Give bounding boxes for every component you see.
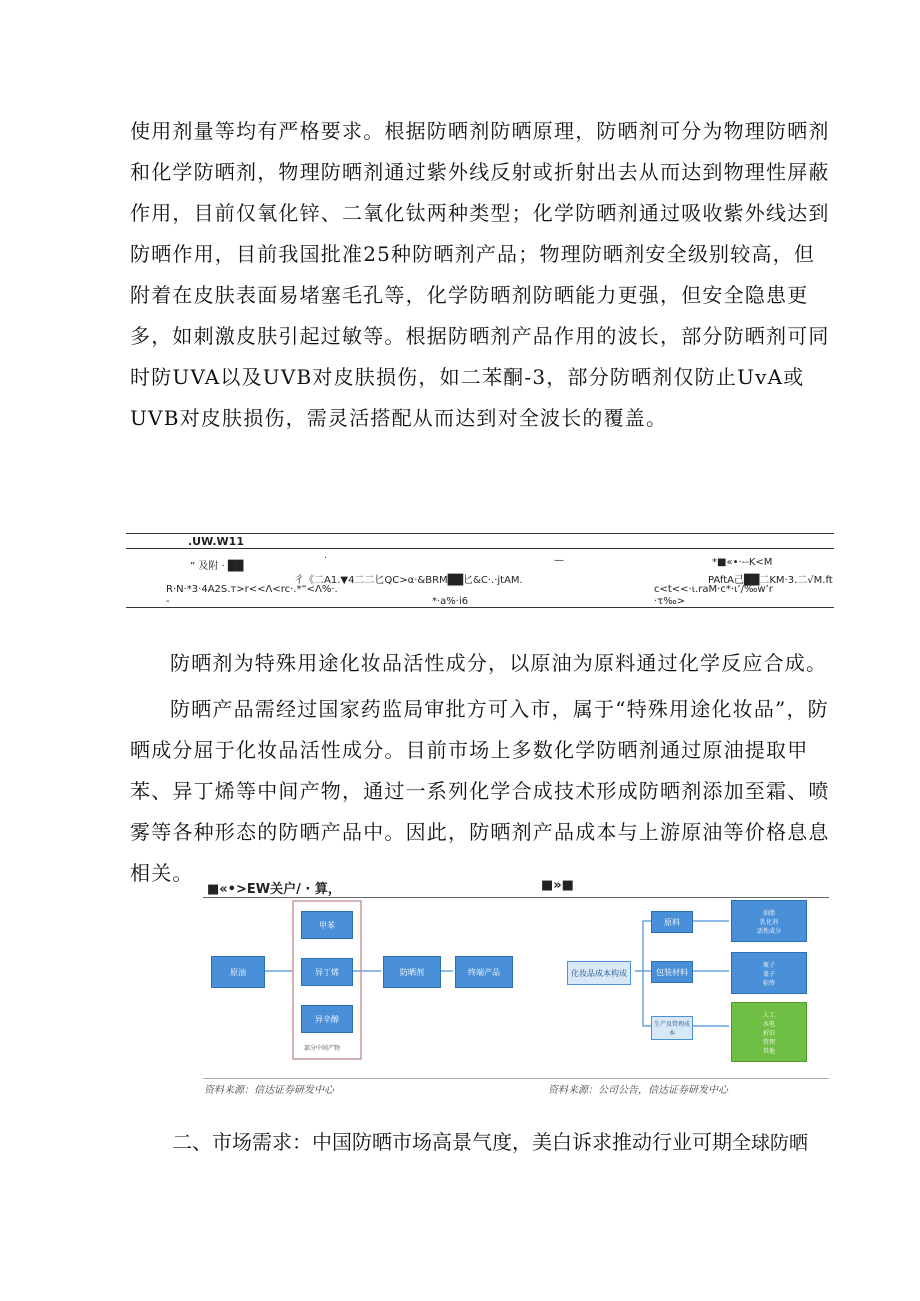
flow-box-end-product: 终端产品 xyxy=(455,956,513,988)
cost-detail-item: 活性成分 xyxy=(756,927,781,935)
section-heading-tail: 全球防晒 xyxy=(732,1132,809,1154)
table-cell: · xyxy=(324,553,328,564)
cost-detail-item: 折旧 xyxy=(762,1029,775,1037)
section-heading-main: 二、市场需求：中国防晒市场高景气度，美白诉求推动行业可期 xyxy=(172,1130,732,1154)
figure-left-source: 资料来源：信达证券研发中心 xyxy=(204,1085,334,1096)
data-table xyxy=(126,533,834,607)
cost-detail-box-2 xyxy=(731,952,807,994)
cost-detail-item: 人工 xyxy=(762,1011,775,1019)
table-cell: ” 及附 · ██ xyxy=(190,561,244,572)
figure-right-caption: ■»■ xyxy=(541,878,574,893)
cost-detail-box-3 xyxy=(731,1002,807,1062)
cost-detail-item: 瓶子 xyxy=(762,961,775,969)
cost-center-box: 化妆品成本构成 xyxy=(567,961,631,985)
table-title: .UW.W11 xyxy=(188,535,244,548)
table-top-rule xyxy=(126,533,834,534)
body-paragraph-1: 使用剂量等均有严格要求。根据防晒剂防晒原理，防晒剂可分为物理防晒剂和化学防晒剂，物理防晒剂通过紫外线反射或折射出去从而达到物理性屏蔽作用，目前仅氧化锌、二氧化钛两种类型；化学防晒剂通过吸收紫外线达到防晒作用，目前我国批准25种防晒剂产品；物理防晒剂安全级别较高，但附着在皮肤表面易堵塞毛孔等，化学防晒剂防晒能力更强，但安全隐患更多，如刺激皮肤引起过敏等。根据防晒剂产品作用的波长，部分防晒剂可同时防UVA以及UVB对皮肤损伤，如二苯酮-3，部分防晒剂仅防止UvA或UVB对皮肤损伤，需灵活搭配从而达到对全波长的覆盖。 xyxy=(130,119,830,430)
flow-box-isooctanol: 异辛醇 xyxy=(301,1005,353,1033)
cost-box-raw-materials: 原料 xyxy=(651,911,693,933)
figure-right-source: 资料来源：公司公告，信达证券研发中心 xyxy=(548,1085,728,1096)
cost-box-production: 生产及管理成本 xyxy=(651,1016,693,1040)
table-cell: 彳《二A1.▼4二二匕QC>α·&BRM██匕&C·.·jtAM. xyxy=(294,575,523,586)
flow-box-sunscreen-agent: 防晒剂 xyxy=(383,956,441,988)
intermediate-group-label: 部分中间产物 xyxy=(304,1045,341,1052)
table-cell: c<t<<·ι.raM·c*·ι’/‰w’r xyxy=(654,584,773,595)
flow-box-crude-oil: 原油 xyxy=(211,956,265,988)
flow-box-toluene: 甲苯 xyxy=(301,911,353,939)
flow-box-isobutylene: 异丁烯 xyxy=(301,958,353,986)
body-paragraph-2: 防晒剂为特殊用途化妆品活性成分，以原油为原料通过化学反应合成。 xyxy=(170,651,828,675)
table-header-rule xyxy=(126,548,834,549)
table-cell: ·τ‰> xyxy=(654,596,685,607)
cost-detail-box-1 xyxy=(731,900,807,942)
table-cell: *·a%·i6 xyxy=(432,596,469,607)
cost-detail-item: 油脂 xyxy=(762,909,775,917)
cost-detail-item: 盖子 xyxy=(762,970,775,978)
table-cell: - xyxy=(166,596,170,607)
figure-left-caption: ■«•>EW关户/ · 算， xyxy=(207,882,341,897)
cost-detail-item: 标签 xyxy=(762,979,775,987)
table-bottom-rule xyxy=(126,607,834,608)
table-cell: R·N·*3·4A2S.т>r<<Λ<rc·.*“<Λ%·. xyxy=(166,584,338,595)
cost-detail-item: 水电 xyxy=(762,1020,775,1028)
table-cell: — xyxy=(554,555,564,566)
body-paragraph-3: 防晒产品需经过国家药监局审批方可入市，属于“特殊用途化妆品”，防晒成分屈于化妆品活性成分。目前市场上多数化学防晒剂通过原油提取甲苯、异丁烯等中间产物，通过一系列化学合成技术形成防晒剂添加至霜、喷雾等各种形态的防晒产品中。因此，防晒剂产品成本与上游原油等价格息息相关。 xyxy=(130,697,830,885)
figure-diagrams xyxy=(203,897,829,1079)
table-cell: *■«•·--K<M xyxy=(712,557,773,568)
table-cell: PAftA己██二KM·3.二√M.ft xyxy=(708,575,833,586)
cost-detail-item: 其他 xyxy=(762,1047,775,1055)
cost-detail-item: 乳化剂 xyxy=(759,918,778,926)
cost-detail-item: 管理 xyxy=(762,1038,775,1046)
section-heading xyxy=(172,1126,808,1155)
cost-box-packaging: 包装材料 xyxy=(651,961,693,983)
